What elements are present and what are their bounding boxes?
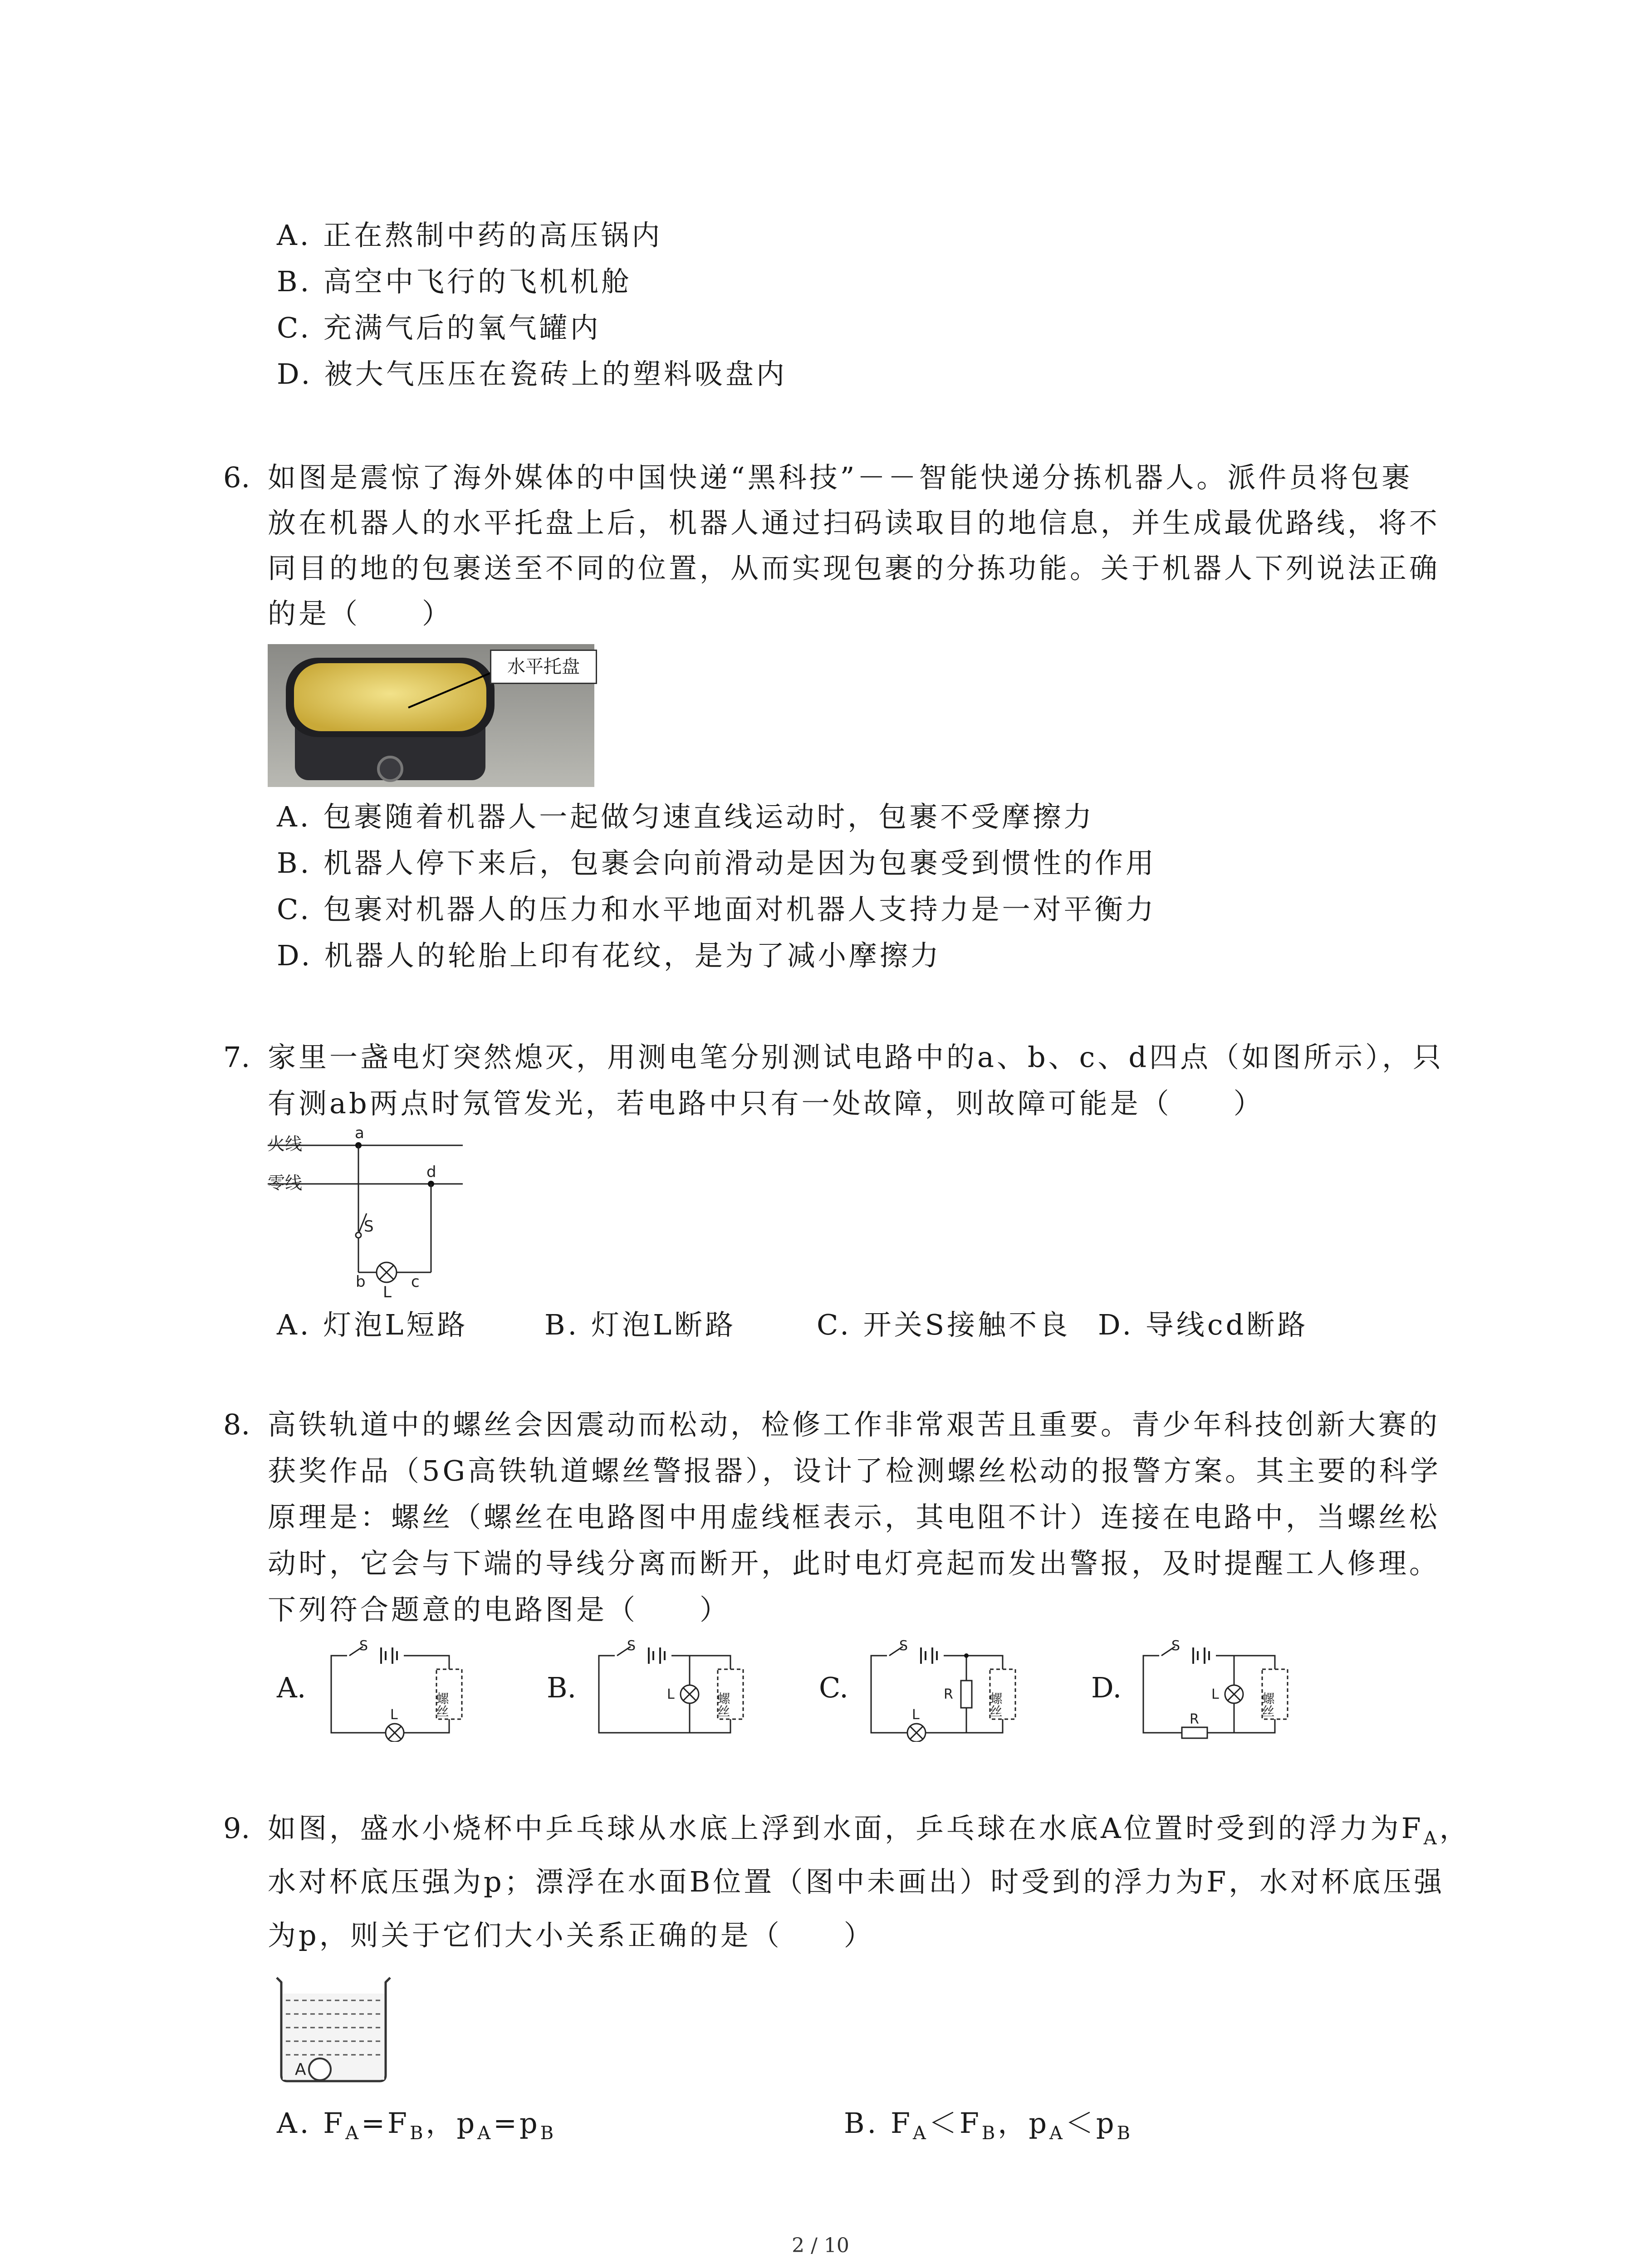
q5-option-c: C. 充满气后的氧气罐内	[277, 311, 601, 344]
q6-number: 6.	[223, 461, 250, 494]
q5-option-b: B. 高空中飞行的飞机机舱	[277, 265, 632, 298]
svg-text:L: L	[390, 1707, 398, 1723]
page-number: 2 / 10	[792, 2234, 849, 2257]
svg-text:L: L	[912, 1707, 920, 1723]
svg-text:S: S	[1171, 1638, 1181, 1654]
svg-text:S: S	[359, 1638, 368, 1654]
q7-line-1: 家里一盏电灯突然熄灭，用测电笔分别测试电路中的a、b、c、d四点（如图所示），只	[268, 1041, 1444, 1074]
q6-line-4: 的是（ ）	[268, 597, 453, 630]
svg-text:螺丝: 螺丝	[1260, 1692, 1275, 1717]
q8-circuit-d	[1139, 1637, 1293, 1742]
q6-line-1: 如图是震惊了海外媒体的中国快递“黑科技”－－智能快递分拣机器人。派件员将包裹	[268, 461, 1413, 494]
q6-option-b: B. 机器人停下来后，包裹会向前滑动是因为包裹受到惯性的作用	[277, 846, 1156, 880]
q6-option-a: A. 包裹随着机器人一起做匀速直线运动时，包裹不受摩擦力	[277, 800, 1095, 833]
q9-option-a: A. $F_A=F_B$，$p_A=p_B$	[277, 2107, 557, 2144]
robot-tray-photo	[268, 644, 594, 787]
q7-option-b: B. 灯泡L断路	[544, 1308, 736, 1341]
q9-option-b: B. $F_A<F_B$，$p_A<p_B$	[844, 2107, 1133, 2144]
svg-text:R: R	[1190, 1711, 1199, 1727]
q8-circuit-b	[594, 1637, 749, 1742]
q7-line-2: 有测ab两点时氖管发光，若电路中只有一处故障，则故障可能是（ ）	[268, 1087, 1264, 1120]
q8-line-2: 获奖作品（5G高铁轨道螺丝警报器），设计了检测螺丝松动的报警方案。其主要的科学	[268, 1454, 1441, 1487]
q9-line-1: 如图，盛水小烧杯中乒乓球从水底上浮到水面，乒乓球在水底A位置时受到的浮力为$F_A$，	[268, 1812, 1470, 1849]
q9-line-2: 水对杯底压强为p；漂浮在水面B位置（图中未画出）时受到的浮力为F，水对杯底压强	[268, 1865, 1445, 1898]
point-c: c	[411, 1273, 420, 1291]
svg-text:S: S	[899, 1638, 908, 1654]
position-a-label: A	[295, 2060, 306, 2079]
q6-option-d: D. 机器人的轮胎上印有花纹，是为了减小摩擦力	[277, 939, 941, 972]
q5-option-d: D. 被大气压压在瓷砖上的塑料吸盘内	[277, 357, 787, 391]
tray-label: 水平托盘	[490, 650, 597, 684]
q6-line-2: 放在机器人的水平托盘上后，机器人通过扫码读取目的地信息，并生成最优路线，将不	[268, 506, 1440, 539]
live-wire-label: 火线	[268, 1134, 303, 1154]
q9-beaker-figure	[272, 1973, 395, 2087]
q7-circuit-diagram	[268, 1127, 476, 1300]
q8-line-3: 原理是：螺丝（螺丝在电路图中用虚线框表示，其电阻不计）连接在电路中，当螺丝松	[268, 1501, 1440, 1534]
q7-option-d: D. 导线cd断路	[1098, 1308, 1308, 1341]
neutral-wire-label: 零线	[268, 1173, 303, 1193]
point-b: b	[356, 1273, 366, 1291]
q7-option-c: C. 开关S接触不良	[817, 1308, 1071, 1341]
q5-option-a: A. 正在熬制中药的高压锅内	[277, 219, 663, 252]
svg-text:L: L	[1211, 1686, 1219, 1702]
q8-option-d-label: D.	[1091, 1671, 1122, 1704]
svg-text:R: R	[944, 1686, 953, 1702]
lamp-l-label: L	[383, 1283, 392, 1300]
point-d: d	[426, 1163, 436, 1181]
q8-line-4: 动时，它会与下端的导线分离而断开，此时电灯亮起而发出警报，及时提醒工人修理。	[268, 1547, 1440, 1580]
svg-text:螺丝: 螺丝	[434, 1692, 450, 1717]
svg-text:L: L	[667, 1686, 675, 1702]
q6-line-3: 同目的地的包裹送至不同的位置，从而实现包裹的分拣功能。关于机器人下列说法正确	[268, 552, 1440, 585]
switch-s-label: S	[364, 1217, 374, 1236]
q8-option-a-label: A.	[277, 1671, 306, 1704]
q8-option-b-label: B.	[547, 1671, 577, 1704]
q8-circuit-a	[327, 1637, 463, 1742]
q8-number: 8.	[223, 1408, 250, 1441]
q8-circuit-c	[867, 1637, 1021, 1742]
svg-text:S: S	[627, 1638, 636, 1654]
q9-number: 9.	[223, 1812, 250, 1845]
q6-option-c: C. 包裹对机器人的压力和水平地面对机器人支持力是一对平衡力	[277, 893, 1156, 926]
q7-option-a: A. 灯泡L短路	[277, 1308, 468, 1341]
svg-text:螺丝: 螺丝	[988, 1692, 1003, 1717]
q8-line-1: 高铁轨道中的螺丝会因震动而松动，检修工作非常艰苦且重要。青少年科技创新大赛的	[268, 1408, 1440, 1441]
q8-option-c-label: C.	[819, 1671, 848, 1704]
q7-number: 7.	[223, 1041, 250, 1074]
point-a: a	[355, 1127, 364, 1142]
q8-line-5: 下列符合题意的电路图是（ ）	[268, 1593, 731, 1626]
q9-line-3: 为p，则关于它们大小关系正确的是（ ）	[268, 1919, 875, 1952]
svg-text:螺丝: 螺丝	[715, 1692, 731, 1717]
